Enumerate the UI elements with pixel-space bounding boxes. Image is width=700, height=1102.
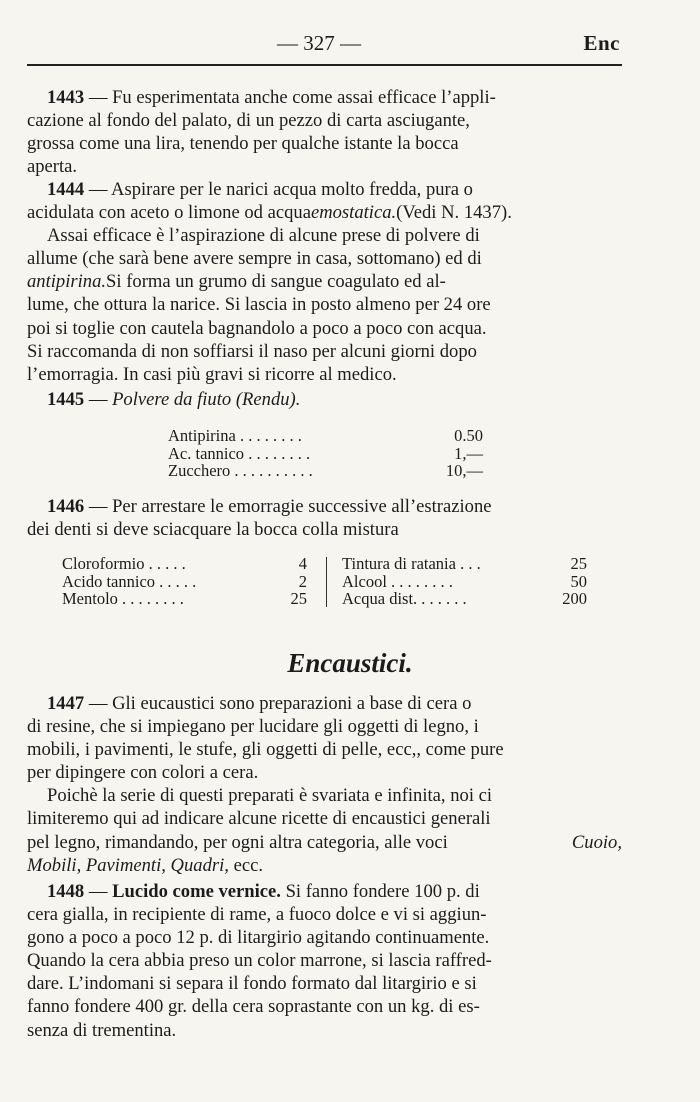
ingredient-qty: 25 bbox=[570, 554, 587, 573]
table-row bbox=[342, 590, 587, 608]
paragraph-1443 bbox=[27, 86, 622, 178]
ingredient-qty: 0.50 bbox=[454, 426, 483, 445]
text-line: dei denti si deve sciacquare la bocca colla mistura bbox=[27, 519, 399, 541]
recipe-title: Polvere da fiuto bbox=[112, 389, 232, 410]
italic-term: antipirina. bbox=[27, 271, 107, 293]
table-row bbox=[342, 555, 587, 573]
text-line: dare. L’indomani si separa il fondo formato dal litargirio e si bbox=[27, 973, 477, 995]
table-left-column bbox=[62, 555, 307, 608]
text-line: limiteremo qui ad indicare alcune ricette di encaustici generali bbox=[27, 808, 491, 830]
ingredient-qty: 4 bbox=[298, 554, 307, 573]
text-line bbox=[27, 831, 622, 854]
column-separator bbox=[326, 557, 327, 607]
line-text: — Fu esperimentata anche come assai efficace l’appli- bbox=[84, 87, 496, 108]
line-text: (Vedi N. 1437). bbox=[396, 202, 512, 224]
text-line bbox=[27, 178, 622, 201]
entry-number: 1445 bbox=[47, 389, 85, 410]
text-line: Assai efficace è l’aspirazione di alcune prese di polvere di bbox=[47, 225, 480, 247]
ingredient-name: Antipirina bbox=[168, 426, 236, 445]
italic-term: emostatica. bbox=[310, 202, 397, 224]
entry-number: 1447 bbox=[47, 693, 85, 714]
section-heading: Encaustici. bbox=[287, 648, 413, 678]
ingredient-name: Mentolo bbox=[62, 589, 118, 608]
paragraph-1445 bbox=[27, 388, 622, 411]
dash: — bbox=[84, 881, 113, 902]
leader-dots: . . . . . . . . bbox=[122, 589, 184, 608]
leader-dots: . . . . . . bbox=[421, 589, 467, 608]
text-line: fanno fondere 400 gr. della cera soprastante con un kg. di es- bbox=[27, 996, 480, 1018]
text-line: mobili, i pavimenti, le stufe, gli oggetti di pelle, ecc,, come pure bbox=[27, 739, 504, 761]
text-line bbox=[27, 495, 622, 518]
text-line: Poichè la serie di questi preparati è svariata e infinita, noi ci bbox=[47, 785, 493, 807]
entry-number: 1443 bbox=[47, 87, 85, 108]
text-line: cazione al fondo del palato, di un pezzo di carta asciugante, bbox=[27, 110, 470, 132]
text-line bbox=[27, 880, 622, 903]
recipe-title: Lucido come vernice. bbox=[112, 881, 281, 902]
table-row bbox=[62, 555, 307, 573]
paragraph-1448 bbox=[27, 880, 622, 1042]
text-line: gono a poco a poco 12 p. di litargirio agitando continuamente. bbox=[27, 927, 490, 949]
dash: — bbox=[84, 389, 113, 410]
line-text: acidulata con aceto o limone od acqua bbox=[27, 202, 311, 224]
italic-term: Cuoio, bbox=[571, 831, 622, 853]
leader-dots: . . . . . . . . bbox=[248, 443, 311, 463]
text-line: aperta. bbox=[27, 156, 78, 178]
line-text: ecc. bbox=[228, 854, 263, 876]
line-text: — Gli eucaustici sono preparazioni a base di cera o bbox=[84, 693, 472, 714]
ingredient-qty: 200 bbox=[562, 589, 587, 608]
table-row bbox=[342, 573, 587, 591]
leader-dots: . . . . . bbox=[159, 571, 197, 591]
paragraph-1447 bbox=[27, 692, 622, 877]
text-line bbox=[27, 270, 622, 293]
table-row bbox=[168, 462, 483, 480]
ingredient-name: Acqua dist. bbox=[342, 589, 418, 608]
line-text: — Aspirare per le narici acqua molto fredda, pura o bbox=[84, 179, 473, 200]
leader-dots: . . . . . . . . bbox=[239, 426, 302, 445]
line-text: Si fanno fondere 100 p. di bbox=[280, 881, 480, 902]
ingredient-qty: 50 bbox=[570, 571, 587, 591]
text-line bbox=[27, 86, 622, 109]
header-rule bbox=[27, 64, 622, 66]
paragraph-1446 bbox=[27, 495, 622, 541]
text-line bbox=[27, 692, 622, 715]
ingredient-name: Acido tannico bbox=[62, 571, 156, 591]
table-row bbox=[168, 427, 483, 445]
ingredients-table-1445 bbox=[168, 427, 483, 480]
entry-number: 1444 bbox=[47, 179, 85, 200]
entry-number: 1448 bbox=[47, 881, 85, 902]
entry-number: 1446 bbox=[47, 496, 85, 517]
text-line: di resine, che si impiegano per lucidare gli oggetti di legno, i bbox=[27, 716, 479, 738]
page-number: — 327 — bbox=[277, 31, 361, 55]
text-line bbox=[27, 388, 622, 411]
ingredient-qty: 10,— bbox=[445, 461, 483, 480]
leader-dots: . . . . . . . . bbox=[391, 571, 453, 591]
ingredients-table-1446 bbox=[62, 555, 587, 611]
text-line bbox=[27, 201, 622, 224]
paragraph-1444 bbox=[27, 178, 622, 386]
text-line: Si raccomanda di non soffiarsi il naso per alcuni giorni dopo bbox=[27, 340, 477, 362]
text-line: allume (che sarà bene avere sempre in casa, sottomano) ed di bbox=[27, 248, 482, 270]
page-header bbox=[27, 31, 620, 57]
italic-term: Mobili, Pavimenti, Quadri, bbox=[27, 854, 229, 876]
table-row bbox=[62, 573, 307, 591]
line-text: Si forma un grumo di sangue coagulato ed al- bbox=[106, 271, 446, 293]
text-line bbox=[27, 854, 622, 877]
text-line: cera gialla, in recipiente di rame, a fuoco dolce e vi si aggiun- bbox=[27, 904, 487, 926]
ingredient-qty: 1,— bbox=[454, 443, 483, 463]
text-line: senza di trementina. bbox=[27, 1019, 177, 1041]
table-row bbox=[62, 590, 307, 608]
leader-dots: . . . bbox=[460, 554, 481, 573]
text-line: l’emorragia. In casi più gravi si ricorre al medico. bbox=[27, 363, 397, 385]
text-line: per dipingere con colori a cera. bbox=[27, 762, 259, 784]
ingredient-name: Ac. tannico bbox=[168, 443, 245, 463]
table-row bbox=[168, 445, 483, 463]
leader-dots: . . . . . . . . . . bbox=[234, 461, 313, 480]
text-line: Quando la cera abbia preso un color marrone, si lascia raffred- bbox=[27, 950, 492, 972]
ingredient-qty: 25 bbox=[290, 589, 307, 608]
ingredient-name: Alcool bbox=[342, 571, 387, 591]
leader-dots: . . . . . bbox=[148, 554, 186, 573]
text-line: poi si toglie con cautela bagnandolo a poco a poco con acqua. bbox=[27, 317, 487, 339]
text-line: lume, che ottura la narice. Si lascia in posto almeno per 24 ore bbox=[27, 294, 491, 316]
ingredient-qty: 2 bbox=[298, 571, 307, 591]
ingredient-name: Zucchero bbox=[168, 461, 231, 480]
line-text: — Per arrestare le emorragie successive all’estrazione bbox=[84, 496, 492, 517]
recipe-author: (Rendu). bbox=[235, 389, 301, 410]
running-head: Enc bbox=[583, 31, 620, 55]
line-text: pel legno, rimandando, per ogni altra categoria, alle voci bbox=[27, 831, 448, 853]
table-right-column bbox=[342, 555, 587, 608]
text-line: grossa come una lira, tenendo per qualche istante la bocca bbox=[27, 133, 459, 155]
ingredient-name: Cloroformio bbox=[62, 554, 145, 573]
ingredient-name: Tintura di ratania bbox=[342, 554, 456, 573]
